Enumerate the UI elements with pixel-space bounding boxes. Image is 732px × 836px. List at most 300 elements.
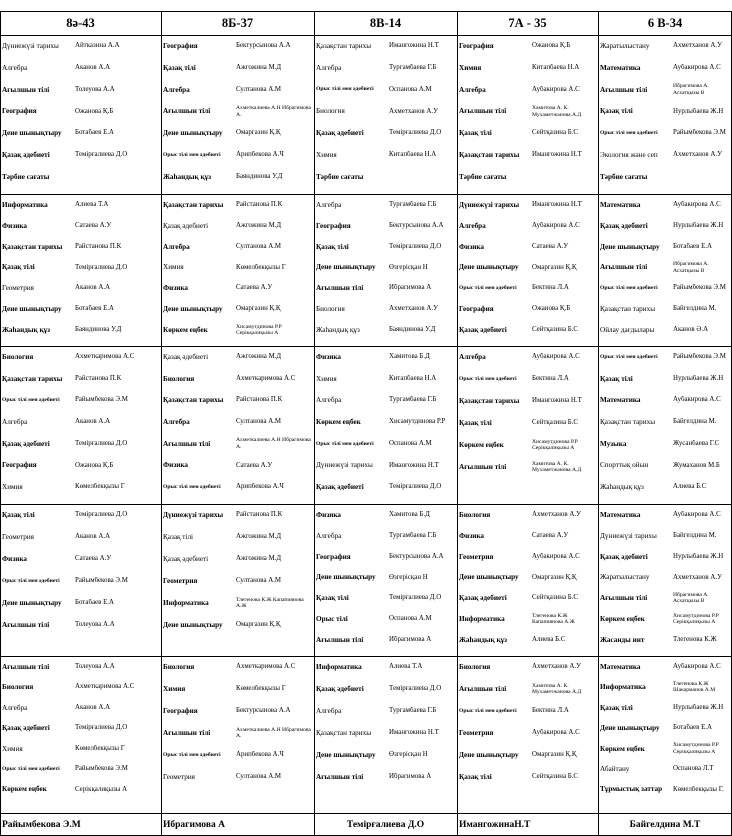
lesson-row bbox=[600, 348, 730, 366]
lesson-row bbox=[600, 168, 730, 186]
lesson-row bbox=[459, 724, 596, 742]
teacher-name: Ибрагимова А. Асхатқызы В bbox=[673, 261, 709, 274]
day-block bbox=[457, 656, 598, 805]
lesson-row bbox=[163, 413, 312, 431]
teacher-name: Арипбекова А.Ч bbox=[236, 483, 284, 491]
lesson-row bbox=[459, 610, 596, 628]
lesson-row bbox=[600, 124, 730, 142]
teacher-name: Көмелбекқызы Г. bbox=[673, 785, 724, 793]
teacher-name: Байгелдина М. bbox=[673, 531, 717, 539]
day-block bbox=[0, 504, 161, 656]
day-block bbox=[598, 504, 732, 656]
class-header: 7А - 35 bbox=[508, 16, 547, 30]
subject-name: Биология bbox=[316, 305, 345, 314]
subject-name: Биология bbox=[163, 374, 195, 383]
class-teacher-name: Байгелдина М.Т bbox=[629, 820, 701, 830]
subject-name: Дүниежүзі тарихы bbox=[600, 531, 657, 540]
subject-name: Ағылшын тілі bbox=[163, 107, 211, 116]
subject-name: Химия bbox=[316, 374, 337, 383]
teacher-name: Ибрагимова А. Асхатқызы В bbox=[673, 83, 709, 96]
teacher-name: Ахметханов А.У bbox=[673, 573, 722, 581]
lesson-row bbox=[163, 724, 312, 742]
subject-name: Алгебра bbox=[316, 63, 342, 72]
lesson-row bbox=[600, 81, 730, 99]
teacher-name: Хамитова Б.Д bbox=[389, 353, 430, 361]
lesson-row bbox=[163, 103, 312, 121]
teacher-name: Имангожина Н.Т bbox=[389, 42, 439, 50]
lesson-row bbox=[316, 81, 455, 99]
teacher-name: Бектина Л.А bbox=[532, 284, 569, 292]
teacher-name: Райымбекова Э.М bbox=[75, 765, 128, 773]
lesson-row bbox=[459, 81, 596, 99]
subject-name: Қазақ әдебиеті bbox=[163, 221, 209, 230]
lesson-row bbox=[316, 37, 455, 55]
lesson-row bbox=[459, 527, 596, 545]
subject-name: Дене шынықтыру bbox=[600, 242, 660, 251]
teacher-name: Көмелбекқызы Г bbox=[236, 263, 286, 271]
teacher-name: Райымбекова Э.М bbox=[75, 577, 128, 585]
teacher-name: Аубакирова А.С bbox=[673, 663, 721, 671]
subject-name: Ағылшын тілі bbox=[459, 462, 507, 471]
subject-name: Қазақ әдебиеті bbox=[459, 326, 507, 334]
lesson-row bbox=[163, 300, 312, 318]
teacher-name: Арипбекова А.Ч bbox=[236, 751, 284, 759]
lesson-row bbox=[2, 435, 159, 453]
subject-name: Дене шынықтыру bbox=[600, 724, 660, 733]
subject-name: Орыс тілі мен әдебиеті bbox=[600, 353, 658, 360]
teacher-name: Ахметкаримова А.С bbox=[236, 663, 296, 671]
teacher-name: Китапбаева Н.А bbox=[532, 63, 580, 71]
lesson-row bbox=[2, 740, 159, 758]
teacher-name: Бектина Л.А bbox=[532, 375, 569, 383]
teacher-name: Тургамбаева Г.Б bbox=[389, 63, 437, 71]
lesson-row bbox=[2, 196, 159, 214]
subject-name: Алгебра bbox=[163, 418, 190, 426]
lesson-row bbox=[316, 506, 455, 524]
subject-name: Математика bbox=[600, 63, 641, 72]
lesson-row bbox=[2, 238, 159, 256]
lesson-row bbox=[2, 506, 159, 524]
lesson-row bbox=[459, 370, 596, 388]
lesson-row bbox=[459, 548, 596, 566]
subject-name: Қазақстан тарихы bbox=[2, 374, 63, 383]
class-column bbox=[457, 11, 598, 835]
lesson-row bbox=[163, 506, 312, 524]
teacher-name: Нурлыбаева Ж.Н bbox=[673, 221, 724, 229]
teacher-name: Аубакирова А.С bbox=[673, 63, 721, 71]
teacher-name: Алиева Т.А bbox=[389, 663, 423, 671]
subject-name: Қазақ тілі bbox=[163, 63, 196, 72]
lesson-row bbox=[2, 528, 159, 546]
row-divider bbox=[0, 11, 732, 12]
subject-name: Ағылшын тілі bbox=[316, 636, 364, 644]
teacher-name: Аканов Ә.А bbox=[673, 326, 709, 334]
lesson-row bbox=[316, 631, 455, 649]
subject-name: Геометрия bbox=[459, 552, 494, 561]
subject-name: Химия bbox=[163, 684, 186, 693]
subject-name: Жаратылыстану bbox=[600, 573, 650, 582]
lesson-row bbox=[163, 658, 312, 676]
lesson-row bbox=[163, 124, 312, 142]
teacher-name: Сатаева А.У bbox=[236, 284, 273, 292]
subject-name: Жаһандық құз bbox=[2, 326, 51, 334]
lesson-row bbox=[316, 413, 455, 431]
teacher-name: Ахметханов А.У bbox=[532, 511, 581, 519]
subject-name: Тәрбие сағаты bbox=[316, 173, 364, 181]
teacher-name: Толеуова А.А bbox=[75, 621, 115, 629]
class-header: 6 В-34 bbox=[647, 16, 683, 30]
subject-name: Тәрбие сағаты bbox=[600, 173, 648, 181]
lesson-row bbox=[459, 321, 596, 339]
subject-name: Ағылшын тілі bbox=[316, 284, 364, 293]
teacher-name: Аубакирова А.С bbox=[673, 201, 721, 209]
subject-name: Ағылшын тілі bbox=[316, 772, 364, 781]
lesson-row bbox=[600, 631, 730, 649]
subject-name: Тәрбие сағаты bbox=[2, 173, 50, 181]
subject-name: Орыс тілі мен әдебиеті bbox=[459, 375, 517, 382]
teacher-name: Бектурсынова А.А bbox=[389, 552, 444, 560]
teacher-name: Тлегенова К.Ж Капапиянова А.Ж bbox=[236, 596, 304, 609]
teacher-name: Бектина Л.А bbox=[532, 707, 569, 715]
teacher-name: Ботабаев Е.А bbox=[673, 242, 712, 250]
subject-name: Қазақ әдебиеті bbox=[2, 724, 50, 733]
teacher-name: Көмелбекқызы Г bbox=[75, 483, 125, 491]
subject-name: Информатика bbox=[2, 200, 48, 209]
subject-name: Дүниежүзі тарихы bbox=[316, 461, 373, 470]
subject-name: Дене шынықтыру bbox=[316, 750, 376, 759]
teacher-name: Райымбекова Э.М bbox=[673, 353, 726, 361]
teacher-name: Ожанова Қ.Б bbox=[75, 107, 114, 115]
teacher-name: Сатаева А.У bbox=[532, 242, 569, 250]
subject-name: Дүниежүзі тарихы bbox=[163, 510, 224, 519]
row-divider bbox=[0, 194, 732, 195]
day-block bbox=[161, 504, 314, 656]
teacher-name: Бектурсынова А.А bbox=[236, 707, 291, 715]
subject-name: Қазақ әдебиеті bbox=[163, 352, 209, 361]
lesson-row bbox=[2, 658, 159, 676]
teacher-name: Ботабаев Е.А bbox=[75, 129, 114, 137]
teacher-name: Тлегенова К.Ж Капапиянова А.Ж bbox=[532, 612, 575, 626]
lesson-row bbox=[316, 658, 455, 676]
subject-name: Алгебра bbox=[459, 85, 486, 94]
subject-name: Қазақстан тарихы bbox=[163, 396, 224, 405]
lesson-row bbox=[316, 196, 455, 214]
subject-name: Қазақстан тарихы bbox=[459, 151, 520, 160]
lesson-row bbox=[459, 569, 596, 587]
lesson-row bbox=[2, 124, 159, 142]
lesson-row bbox=[600, 527, 730, 545]
subject-name: Қазақ тілі bbox=[600, 374, 633, 383]
subject-name: Геометрия bbox=[2, 532, 34, 541]
subject-name: Қазақ тілі bbox=[316, 594, 349, 603]
teacher-name: Имангожина Н.Т bbox=[389, 729, 439, 737]
teacher-name: Толеуова А.А bbox=[75, 85, 115, 93]
teacher-name: Оспанова А.М bbox=[389, 439, 432, 447]
teacher-name: Ибрагимова А bbox=[389, 773, 432, 781]
lesson-row bbox=[600, 103, 730, 121]
subject-name: Қазақ тілі bbox=[459, 418, 492, 427]
teacher-name: Көмелбекқызы Г bbox=[75, 744, 125, 752]
lesson-row bbox=[600, 413, 730, 431]
subject-name: Көркем еңбек bbox=[600, 615, 645, 624]
subject-name: Алгебра bbox=[459, 352, 486, 361]
lesson-row bbox=[2, 699, 159, 717]
lesson-row bbox=[600, 146, 730, 164]
teacher-name: Ажгожина М.Д bbox=[236, 63, 282, 71]
subject-name: Информатика bbox=[600, 683, 646, 692]
day-block bbox=[598, 656, 732, 805]
subject-name: Алгебра bbox=[316, 396, 342, 405]
lesson-row bbox=[163, 768, 312, 786]
subject-name: Ағылшын тілі bbox=[600, 85, 648, 94]
subject-name: Дене шынықтыру bbox=[163, 129, 223, 138]
subject-name: Физика bbox=[2, 554, 27, 563]
subject-name: Ағылшын тілі bbox=[2, 85, 50, 94]
lesson-row bbox=[600, 548, 730, 566]
class-column bbox=[0, 11, 161, 835]
teacher-name: Аканов А.А bbox=[75, 284, 111, 292]
lesson-row bbox=[316, 435, 455, 453]
teacher-name: Омаргазин Қ.Қ bbox=[532, 573, 577, 581]
teacher-name: Жусанбаева Г.С bbox=[673, 439, 720, 447]
lesson-row bbox=[600, 321, 730, 339]
day-block bbox=[314, 35, 457, 194]
teacher-name: Хисамутдинова Р.Р Серікқалиқызы А bbox=[673, 612, 719, 626]
subject-name: Қазақ әдебиеті bbox=[163, 554, 209, 563]
lesson-row bbox=[316, 702, 455, 720]
subject-name: Геометрия bbox=[163, 576, 198, 585]
subject-name: Орыс тілі мен әдебиеті bbox=[459, 707, 517, 714]
lesson-row bbox=[316, 391, 455, 409]
subject-name: Дүниежүзі тарихы bbox=[459, 200, 520, 209]
lesson-row bbox=[600, 37, 730, 55]
subject-name: Жаратылыстану bbox=[600, 41, 650, 50]
teacher-name: Айтказина А.А bbox=[75, 42, 120, 50]
lesson-row bbox=[2, 678, 159, 696]
subject-name: Қазақ әдебиеті bbox=[2, 151, 50, 160]
teacher-name: Оспанова А.М bbox=[389, 615, 432, 623]
row-divider bbox=[0, 656, 732, 657]
row-divider bbox=[0, 35, 732, 36]
subject-name: Қазақстан тарихы bbox=[600, 418, 656, 426]
subject-name: Химия bbox=[163, 263, 184, 272]
subject-name: Информатика bbox=[459, 615, 505, 624]
lesson-row bbox=[163, 550, 312, 568]
subject-name: Дене шынықтыру bbox=[2, 129, 62, 138]
subject-name: Геометрия bbox=[2, 284, 34, 293]
subject-name: Информатика bbox=[316, 662, 362, 671]
subject-name: Қазақ тілі bbox=[600, 703, 633, 712]
lesson-row bbox=[2, 259, 159, 277]
teacher-name: Райымбекова Э.М bbox=[673, 284, 726, 292]
lesson-row bbox=[163, 146, 312, 164]
class-teacher-name: Темірғалиева Д.О bbox=[346, 820, 425, 830]
subject-name: Абайтану bbox=[600, 765, 630, 773]
lesson-row bbox=[2, 781, 159, 799]
teacher-name: Сейтқазина Б.С bbox=[532, 326, 578, 334]
lesson-row bbox=[163, 594, 312, 612]
teacher-name: Имангожина Н.Т bbox=[389, 461, 439, 469]
teacher-name: Сейтқазина Б.С bbox=[532, 129, 578, 137]
subject-name: Физика bbox=[163, 461, 188, 470]
lesson-row bbox=[316, 680, 455, 698]
subject-name: Орыс тілі мен әдебиеті bbox=[600, 285, 658, 292]
teacher-name: Ахметкалиева А.Н Ибрагимова А. bbox=[236, 726, 311, 739]
teacher-name: Аканов А.А bbox=[75, 533, 111, 541]
teacher-name: Темірғалиева Д.О bbox=[389, 483, 442, 491]
subject-name: Физика bbox=[316, 510, 341, 519]
teacher-name: Ахметханов А.У bbox=[389, 107, 438, 115]
day-block bbox=[457, 194, 598, 346]
teacher-name: Китапбаева Н.А bbox=[389, 151, 437, 159]
subject-name: Жаһандық құз bbox=[600, 483, 644, 492]
subject-name: Математика bbox=[600, 662, 641, 671]
teacher-name: Темірғалиева Д.О bbox=[389, 685, 442, 693]
lesson-row bbox=[2, 217, 159, 235]
subject-name: Көркем еңбек bbox=[2, 785, 47, 794]
lesson-row bbox=[459, 658, 596, 676]
teacher-name: Аубакирова А.С bbox=[673, 396, 721, 404]
subject-name: Жаһандық құз bbox=[163, 173, 212, 181]
day-block bbox=[598, 35, 732, 194]
lesson-row bbox=[459, 37, 596, 55]
subject-name: Қазақ әдебиеті bbox=[459, 594, 507, 603]
subject-name: Ағылшын тілі bbox=[2, 620, 50, 629]
subject-name: Орыс тілі мен әдебиеті bbox=[163, 484, 221, 491]
subject-name: Қазақ әдебиеті bbox=[316, 684, 364, 693]
teacher-name: Султанова А.М bbox=[236, 418, 282, 426]
teacher-name: Аубакирова А.С bbox=[673, 511, 721, 519]
subject-name: Көркем еңбек bbox=[459, 440, 504, 449]
subject-name: Орыс тілі мен әдебиеті bbox=[459, 285, 517, 292]
teacher-name: Ожанова Қ.Б bbox=[532, 42, 571, 50]
subject-name: Орыс тілі bbox=[316, 615, 348, 624]
subject-name: Дене шынықтыру bbox=[316, 263, 376, 272]
lesson-row bbox=[2, 413, 159, 431]
subject-name: Қазақ тілі bbox=[316, 242, 349, 251]
lesson-row bbox=[2, 103, 159, 121]
column-divider bbox=[0, 11, 1, 835]
teacher-name: Бектурсынова А.А bbox=[389, 221, 444, 229]
column-divider bbox=[314, 11, 315, 835]
lesson-row bbox=[600, 196, 730, 214]
subject-name: Математика bbox=[600, 200, 641, 209]
lesson-row bbox=[600, 569, 730, 587]
subject-name: Дене шынықтыру bbox=[459, 573, 519, 582]
lesson-row bbox=[163, 572, 312, 590]
lesson-row bbox=[459, 259, 596, 277]
lesson-row bbox=[2, 321, 159, 339]
lesson-row bbox=[316, 168, 455, 186]
lesson-row bbox=[2, 81, 159, 99]
teacher-name: Сейтқазина Б.С bbox=[532, 773, 578, 781]
teacher-name: Хамитова А. К. Мухаметжанова А.Д bbox=[532, 682, 582, 695]
lesson-row bbox=[316, 103, 455, 121]
subject-name: Қазақ тілі bbox=[163, 532, 194, 541]
lesson-row bbox=[459, 196, 596, 214]
lesson-row bbox=[163, 279, 312, 297]
teacher-name: Байгелдина М. bbox=[673, 305, 717, 313]
lesson-row bbox=[163, 259, 312, 277]
day-block bbox=[161, 194, 314, 346]
subject-name: Алгебра bbox=[316, 531, 342, 540]
subject-name: Химия bbox=[459, 63, 482, 72]
lesson-row bbox=[163, 238, 312, 256]
teacher-name: Омаргазин Қ.Қ bbox=[532, 751, 577, 759]
teacher-name: Аубакирова А.С bbox=[532, 353, 580, 361]
subject-name: Биология bbox=[2, 352, 34, 361]
teacher-name: Ахметкаримова А.С bbox=[236, 374, 296, 382]
class-teacher-name: ИмангожинаН.Т bbox=[459, 820, 531, 830]
lesson-row bbox=[316, 527, 455, 545]
day-block bbox=[457, 346, 598, 504]
class-teacher-name: Ибрагимова А bbox=[163, 820, 225, 830]
lesson-row bbox=[2, 168, 159, 186]
teacher-name: Султанова А.М bbox=[236, 577, 282, 585]
lesson-row bbox=[316, 768, 455, 786]
lesson-row bbox=[163, 196, 312, 214]
lesson-row bbox=[600, 658, 730, 676]
lesson-row bbox=[163, 616, 312, 634]
lesson-row bbox=[163, 81, 312, 99]
subject-name: Алгебра bbox=[2, 703, 28, 712]
lesson-row bbox=[316, 259, 455, 277]
teacher-name: Сатаева А.У bbox=[532, 531, 569, 539]
lesson-row bbox=[316, 370, 455, 388]
subject-name: Спорттық ойын bbox=[600, 461, 649, 470]
teacher-name: Тургамбаева Г.Б bbox=[389, 707, 437, 715]
lesson-row bbox=[600, 589, 730, 607]
lesson-row bbox=[163, 59, 312, 77]
class-header: 8Б-37 bbox=[221, 16, 254, 30]
lesson-row bbox=[316, 124, 455, 142]
subject-name: Дене шынықтыру bbox=[316, 573, 376, 582]
day-block bbox=[314, 346, 457, 504]
subject-name: Орыс тілі мен әдебиеті bbox=[600, 130, 658, 137]
subject-name: Экология және сеп bbox=[600, 151, 658, 160]
lesson-row bbox=[459, 506, 596, 524]
lesson-row bbox=[316, 746, 455, 764]
lesson-row bbox=[316, 610, 455, 628]
teacher-name: Ибрагимова А. Асхатқызы В bbox=[673, 592, 709, 605]
teacher-name: Сейтқазина Б.С bbox=[532, 594, 578, 602]
teacher-name: Тлегенова К.Ж bbox=[673, 636, 717, 644]
subject-name: Алгебра bbox=[2, 63, 28, 72]
lesson-row bbox=[2, 370, 159, 388]
teacher-name: Алиева Б.С bbox=[673, 483, 707, 491]
subject-name: География bbox=[163, 41, 198, 50]
lesson-row bbox=[600, 740, 730, 758]
class-header: 8В-14 bbox=[369, 16, 402, 30]
teacher-name: Серікқалиқызы А bbox=[75, 785, 128, 793]
teacher-name: Толеуова А.А bbox=[75, 663, 115, 671]
subject-name: Алгебра bbox=[459, 221, 486, 230]
lesson-row bbox=[316, 348, 455, 366]
subject-name: География bbox=[316, 552, 351, 561]
subject-name: Ағылшын тілі bbox=[163, 439, 211, 448]
lesson-row bbox=[316, 478, 455, 496]
subject-name: Биология bbox=[2, 683, 34, 692]
teacher-name: Тлегенова К.Ж Шакарманов А.М bbox=[673, 681, 716, 694]
subject-name: Ойлау дағдылары bbox=[600, 326, 655, 334]
lesson-row bbox=[163, 702, 312, 720]
teacher-name: Бектурсынова А.А bbox=[236, 42, 291, 50]
teacher-name: Темірғалиева Д.О bbox=[75, 263, 128, 271]
teacher-name: Өзгерісқан Н bbox=[389, 751, 428, 759]
teacher-name: Алиева Б.С bbox=[532, 636, 566, 644]
subject-name: Алгебра bbox=[316, 706, 342, 715]
subject-name: Алгебра bbox=[316, 200, 342, 209]
